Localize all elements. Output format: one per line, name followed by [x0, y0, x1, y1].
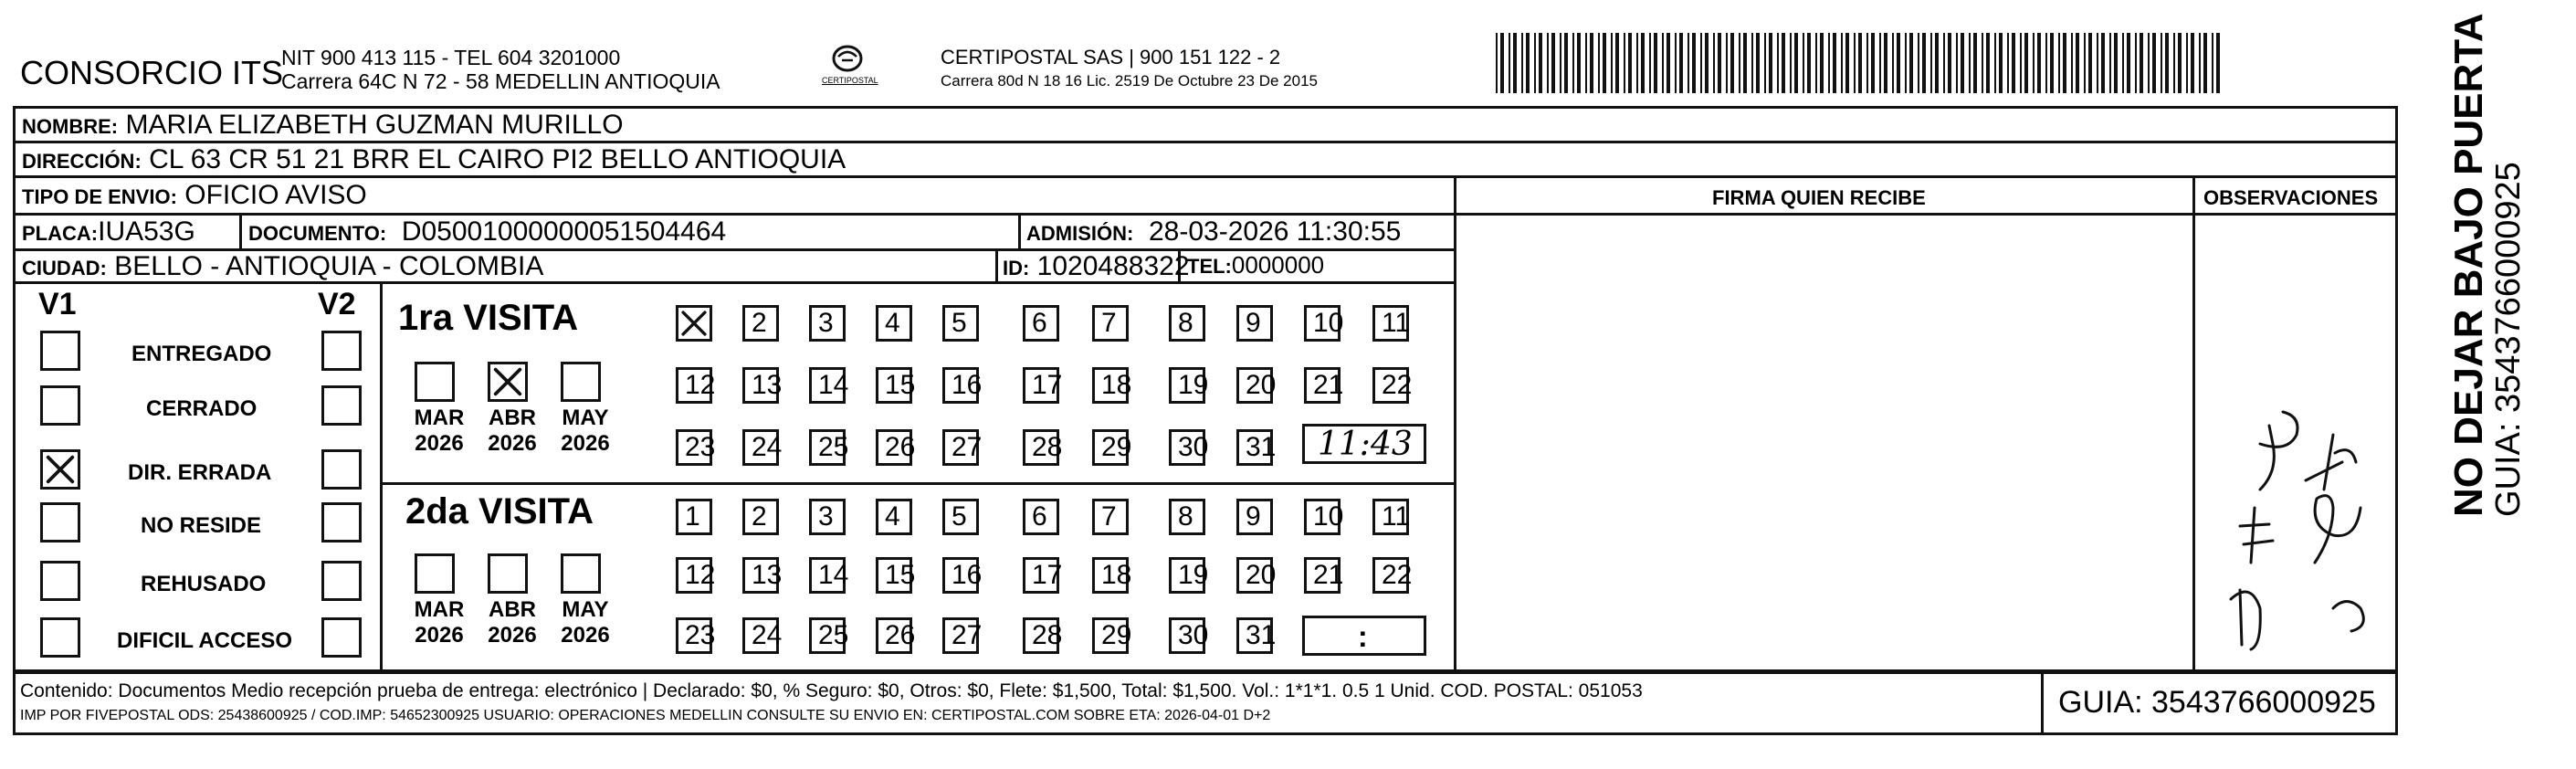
barcode-bar: [1705, 33, 1709, 93]
v1-checkbox[interactable]: [40, 331, 80, 371]
v1-checkbox[interactable]: [40, 561, 80, 601]
day-box[interactable]: 21: [1304, 367, 1341, 404]
day-box[interactable]: 4: [876, 499, 912, 535]
firma-label: FIRMA QUIEN RECIBE: [1712, 186, 1926, 209]
day-box[interactable]: 23: [676, 429, 712, 466]
logo-text: CERTIPOSTAL: [822, 76, 878, 85]
day-box[interactable]: 19: [1169, 557, 1205, 594]
certipostal-line2: Carrera 80d N 18 16 Lic. 2519 De Octubre 23 De 2015: [941, 72, 1318, 90]
v2-checkbox[interactable]: [321, 331, 362, 371]
day-box[interactable]: 20: [1236, 367, 1273, 404]
barcode-bar: [2007, 33, 2009, 93]
barcode-bar: [1585, 33, 1587, 93]
day-box[interactable]: 6: [1023, 499, 1059, 535]
barcode-bar: [1572, 33, 1574, 93]
day-box[interactable]: 22: [1372, 367, 1409, 404]
nit-line: NIT 900 413 115 - TEL 604 3201000: [281, 46, 621, 69]
day-box[interactable]: 5: [942, 499, 979, 535]
barcode-bar: [2216, 33, 2220, 93]
ciudad-value: BELLO - ANTIOQUIA - COLOMBIA: [114, 251, 544, 281]
v2-checkbox[interactable]: [321, 617, 362, 658]
barcode-bar: [1999, 33, 2003, 93]
day-box[interactable]: 24: [742, 429, 779, 466]
documento-label: DOCUMENTO:: [248, 222, 387, 245]
status-label: CERRADO: [146, 396, 258, 421]
year-label: 2026: [561, 623, 610, 648]
barcode-bar: [2024, 33, 2028, 93]
barcode-bar: [1948, 33, 1951, 93]
status-label: DIR. ERRADA: [128, 460, 272, 485]
barcode-bar: [1667, 33, 1670, 93]
barcode-bar: [1871, 33, 1875, 93]
placa-label: PLACA:: [22, 222, 99, 245]
barcode-bar: [1782, 33, 1785, 93]
barcode-bar: [1513, 33, 1517, 93]
first-visit-title: 1ra VISITA: [398, 298, 579, 338]
barcode-bar: [2122, 33, 2124, 93]
barcode-bar: [1790, 33, 1792, 93]
day-box[interactable]: 17: [1023, 557, 1059, 594]
barcode-bar: [2033, 33, 2035, 93]
month-checkbox[interactable]: [561, 553, 601, 594]
barcode-bar: [2178, 33, 2182, 93]
barcode-bar: [1539, 33, 1542, 93]
day-box[interactable]: 24: [742, 617, 779, 654]
day-box[interactable]: 12: [676, 367, 712, 404]
month-label: MAR: [414, 406, 465, 430]
id-label: ID:: [1003, 257, 1030, 279]
day-box[interactable]: 16: [942, 367, 979, 404]
footer-contenido: Contenido: Documentos Medio recepción prueba de entrega: electrónico | Declarado: $0, % Seguro: $0, Otros: $0, Flete: $1,500, Total: $1,500. Vol.: 1*1*1. 0.5 1 Unid. COD. POSTAL: 051053: [20, 680, 1643, 701]
observaciones-label: OBSERVACIONES: [2203, 186, 2379, 209]
barcode-bar: [1500, 33, 1504, 93]
tipo-label: TIPO DE ENVIO:: [22, 185, 177, 208]
barcode-bar: [1641, 33, 1645, 93]
tel-label: TEL:: [1187, 255, 1232, 278]
tel-value: 0000000: [1231, 251, 1325, 279]
day-box[interactable]: 22: [1372, 557, 1409, 594]
barcode-bar: [1551, 33, 1555, 93]
barcode-bar: [1892, 33, 1894, 93]
barcode-bar: [1794, 33, 1798, 93]
barcode: [1496, 33, 2221, 93]
barcode-bar: [2203, 33, 2207, 93]
status-label: ENTREGADO: [131, 342, 272, 366]
v1-label: V1: [38, 287, 77, 321]
barcode-bar: [2152, 33, 2156, 93]
second-visit-title: 2da VISITA: [405, 491, 594, 532]
barcode-bar: [2097, 33, 2098, 93]
day-box[interactable]: 30: [1169, 617, 1205, 654]
admision-value: 28-03-2026 11:30:55: [1149, 216, 1402, 247]
tipo-value: OFICIO AVISO: [184, 180, 367, 210]
barcode-bar: [1973, 33, 1977, 93]
barcode-bar: [1866, 33, 1868, 93]
barcode-bar: [1769, 33, 1772, 93]
nombre-label: NOMBRE:: [22, 115, 119, 138]
barcode-bar: [2165, 33, 2169, 93]
day-box[interactable]: 14: [809, 557, 846, 594]
barcode-bar: [1803, 33, 1804, 93]
day-box[interactable]: 26: [876, 429, 912, 466]
day-box[interactable]: 7: [1092, 499, 1129, 535]
day-box[interactable]: 27: [942, 429, 979, 466]
barcode-bar: [1884, 33, 1887, 93]
day-box[interactable]: 29: [1092, 617, 1129, 654]
day-box[interactable]: 11: [1372, 499, 1409, 535]
barcode-bar: [2127, 33, 2130, 93]
barcode-bar: [1692, 33, 1696, 93]
barcode-bar: [1718, 33, 1721, 93]
day-box[interactable]: 9: [1236, 499, 1273, 535]
day-box[interactable]: 21: [1304, 557, 1341, 594]
day-box[interactable]: 7: [1092, 305, 1129, 342]
day-box[interactable]: 18: [1092, 557, 1129, 594]
status-label: NO RESIDE: [141, 513, 262, 538]
day-box[interactable]: 3: [809, 305, 846, 342]
barcode-bar: [2212, 33, 2213, 93]
day-box[interactable]: 10: [1304, 305, 1341, 342]
barcode-bar: [1815, 33, 1817, 93]
day-box[interactable]: 17: [1023, 367, 1059, 404]
day-box[interactable]: 4: [876, 305, 912, 342]
v1-checkbox[interactable]: [40, 385, 80, 426]
status-label: DIFICIL ACCESO: [117, 628, 293, 653]
day-box[interactable]: 19: [1169, 367, 1205, 404]
day-box[interactable]: 31: [1236, 429, 1273, 466]
barcode-bar: [1675, 33, 1677, 93]
day-box[interactable]: 26: [876, 617, 912, 654]
barcode-bar: [2135, 33, 2137, 93]
barcode-bar: [1679, 33, 1683, 93]
day-box[interactable]: 11: [1372, 305, 1409, 342]
v1-checkbox[interactable]: [40, 502, 80, 543]
barcode-bar: [1598, 33, 1600, 93]
direccion-label: DIRECCIÓN:: [22, 150, 142, 173]
certipostal-logo: [820, 40, 878, 95]
year-label: 2026: [561, 431, 610, 456]
barcode-bar: [2084, 33, 2086, 93]
day-box[interactable]: 1: [676, 499, 712, 535]
v2-label: V2: [318, 287, 356, 321]
month-checkbox[interactable]: [561, 362, 601, 402]
barcode-bar: [1628, 33, 1632, 93]
barcode-bar: [1688, 33, 1689, 93]
day-box[interactable]: 25: [809, 617, 846, 654]
day-box[interactable]: 25: [809, 429, 846, 466]
v1-checkbox[interactable]: [40, 449, 80, 490]
barcode-bar: [1577, 33, 1581, 93]
v2-checkbox[interactable]: [321, 502, 362, 543]
day-box[interactable]: 8: [1169, 499, 1205, 535]
barcode-bar: [1726, 33, 1728, 93]
barcode-bar: [2063, 33, 2066, 93]
ciudad-label: CIUDAD:: [22, 257, 107, 279]
day-box[interactable]: 5: [942, 305, 979, 342]
no-dejar-bajo-puerta: NO DEJAR BAJO PUERTA: [2446, 13, 2491, 517]
barcode-bar: [1521, 33, 1523, 93]
barcode-bar: [2148, 33, 2150, 93]
barcode-bar: [1807, 33, 1811, 93]
barcode-bar: [1969, 33, 1971, 93]
first-visit-time-box[interactable]: [1302, 424, 1426, 464]
barcode-bar: [1662, 33, 1664, 93]
barcode-bar: [1858, 33, 1862, 93]
month-checkbox[interactable]: [488, 362, 528, 402]
day-box[interactable]: 12: [676, 557, 712, 594]
barcode-bar: [2199, 33, 2201, 93]
day-box[interactable]: 8: [1169, 305, 1205, 342]
v2-checkbox[interactable]: [321, 561, 362, 601]
barcode-bar: [2020, 33, 2022, 93]
barcode-bar: [1841, 33, 1843, 93]
day-box[interactable]: 20: [1236, 557, 1273, 594]
second-visit-time-box[interactable]: [1302, 616, 1426, 656]
barcode-bar: [2071, 33, 2073, 93]
barcode-bar: [2173, 33, 2175, 93]
barcode-bar: [2012, 33, 2015, 93]
barcode-bar: [1956, 33, 1958, 93]
month-label: MAR: [414, 597, 465, 622]
documento-value: D05001000000051504464: [401, 216, 727, 247]
day-box[interactable]: 13: [742, 367, 779, 404]
year-label: 2026: [488, 431, 537, 456]
barcode-bar: [1820, 33, 1824, 93]
day-box[interactable]: 29: [1092, 429, 1129, 466]
v2-checkbox[interactable]: [321, 385, 362, 426]
barcode-bar: [1845, 33, 1849, 93]
barcode-bar: [1603, 33, 1606, 93]
day-box[interactable]: 14: [809, 367, 846, 404]
barcode-bar: [1509, 33, 1510, 93]
day-box[interactable]: 18: [1092, 367, 1129, 404]
barcode-bar: [2140, 33, 2143, 93]
day-box[interactable]: 30: [1169, 429, 1205, 466]
day-box[interactable]: 10: [1304, 499, 1341, 535]
barcode-bar: [1496, 33, 1498, 93]
v2-checkbox[interactable]: [321, 449, 362, 490]
barcode-bar: [2109, 33, 2111, 93]
day-box[interactable]: 15: [876, 367, 912, 404]
barcode-bar: [1986, 33, 1990, 93]
side-guia: GUIA: 3543766000925: [2489, 162, 2528, 517]
barcode-bar: [1828, 33, 1830, 93]
admision-label: ADMISIÓN:: [1026, 222, 1134, 245]
barcode-bar: [1615, 33, 1619, 93]
barcode-bar: [2191, 33, 2194, 93]
day-box[interactable]: 23: [676, 617, 712, 654]
barcode-bar: [2088, 33, 2092, 93]
barcode-bar: [2161, 33, 2162, 93]
barcode-bar: [2037, 33, 2041, 93]
placa-value: IUA53G: [98, 216, 195, 247]
barcode-bar: [1624, 33, 1625, 93]
barcode-bar: [2186, 33, 2188, 93]
first-visit-time-handwritten: 11:43: [1318, 426, 1413, 463]
barcode-bar: [1935, 33, 1939, 93]
day-box[interactable]: [676, 305, 712, 342]
day-box[interactable]: 9: [1236, 305, 1273, 342]
barcode-bar: [1922, 33, 1926, 93]
barcode-bar: [1739, 33, 1740, 93]
month-label: ABR: [489, 597, 536, 622]
day-box[interactable]: 2: [742, 499, 779, 535]
barcode-bar: [2101, 33, 2105, 93]
barcode-bar: [1654, 33, 1657, 93]
barcode-bar: [2076, 33, 2079, 93]
month-checkbox[interactable]: [415, 553, 455, 594]
day-box[interactable]: 15: [876, 557, 912, 594]
v1-checkbox[interactable]: [40, 617, 80, 658]
barcode-bar: [1777, 33, 1779, 93]
signature-area[interactable]: [1457, 216, 2192, 670]
year-label: 2026: [488, 623, 537, 648]
footer-imp-line: IMP POR FIVEPOSTAL ODS: 25438600925 / COD.IMP: 54652300925 USUARIO: OPERACIONES MEDELLIN CONSULTE SU ENVIO EN: CERTIPOSTAL.COM SOBRE ETA: 2026-04-01 D+2: [20, 708, 1271, 723]
direccion-value: CL 63 CR 51 21 BRR EL CAIRO PI2 BELLO ANTIOQUIA: [149, 144, 846, 174]
barcode-bar: [2050, 33, 2054, 93]
barcode-bar: [1854, 33, 1856, 93]
barcode-bar: [1764, 33, 1766, 93]
month-checkbox[interactable]: [488, 553, 528, 594]
barcode-bar: [1909, 33, 1913, 93]
barcode-bar: [1743, 33, 1747, 93]
year-label: 2026: [415, 431, 464, 456]
month-label: MAY: [562, 406, 609, 430]
barcode-bar: [1994, 33, 1996, 93]
barcode-bar: [1636, 33, 1638, 93]
barcode-bar: [1564, 33, 1568, 93]
day-box[interactable]: 16: [942, 557, 979, 594]
day-box[interactable]: 3: [809, 499, 846, 535]
barcode-bar: [1833, 33, 1836, 93]
certipostal-line1: CERTIPOSTAL SAS | 900 151 122 - 2: [941, 46, 1281, 68]
day-box[interactable]: 6: [1023, 305, 1059, 342]
barcode-bar: [1611, 33, 1613, 93]
barcode-bar: [1982, 33, 1983, 93]
observaciones-area[interactable]: [2196, 216, 2397, 670]
day-box[interactable]: 27: [942, 617, 979, 654]
barcode-bar: [1547, 33, 1549, 93]
barcode-bar: [1943, 33, 1945, 93]
day-box[interactable]: 28: [1023, 429, 1059, 466]
day-box[interactable]: 31: [1236, 617, 1273, 654]
company-name: CONSORCIO ITS: [20, 54, 284, 91]
barcode-bar: [1560, 33, 1561, 93]
second-visit-time: :: [1358, 620, 1368, 653]
barcode-bar: [1590, 33, 1593, 93]
barcode-bar: [1730, 33, 1734, 93]
barcode-bar: [2058, 33, 2060, 93]
barcode-bar: [1526, 33, 1530, 93]
barcode-bar: [1961, 33, 1964, 93]
month-checkbox[interactable]: [415, 362, 455, 402]
id-value: 1020488322: [1036, 251, 1190, 281]
day-box[interactable]: 13: [742, 557, 779, 594]
barcode-bar: [1756, 33, 1760, 93]
barcode-bar: [1879, 33, 1881, 93]
footer-guia: GUIA: 3543766000925: [2058, 685, 2376, 720]
address-line: Carrera 64C N 72 - 58 MEDELLIN ANTIOQUIA: [281, 69, 720, 93]
barcode-bar: [1930, 33, 1932, 93]
month-label: ABR: [489, 406, 536, 430]
day-box[interactable]: 28: [1023, 617, 1059, 654]
barcode-bar: [2045, 33, 2047, 93]
nombre-value: MARIA ELIZABETH GUZMAN MURILLO: [125, 110, 624, 140]
barcode-bar: [1897, 33, 1900, 93]
barcode-bar: [1905, 33, 1907, 93]
barcode-bar: [1713, 33, 1715, 93]
day-box[interactable]: 2: [742, 305, 779, 342]
month-label: MAY: [562, 597, 609, 622]
barcode-bar: [1700, 33, 1702, 93]
status-label: REHUSADO: [141, 572, 267, 596]
barcode-bar: [1918, 33, 1919, 93]
barcode-bar: [1534, 33, 1536, 93]
barcode-bar: [1751, 33, 1753, 93]
barcode-bar: [1649, 33, 1651, 93]
barcode-bar: [2114, 33, 2118, 93]
year-label: 2026: [415, 623, 464, 648]
handwritten-signature: [2196, 216, 2397, 670]
